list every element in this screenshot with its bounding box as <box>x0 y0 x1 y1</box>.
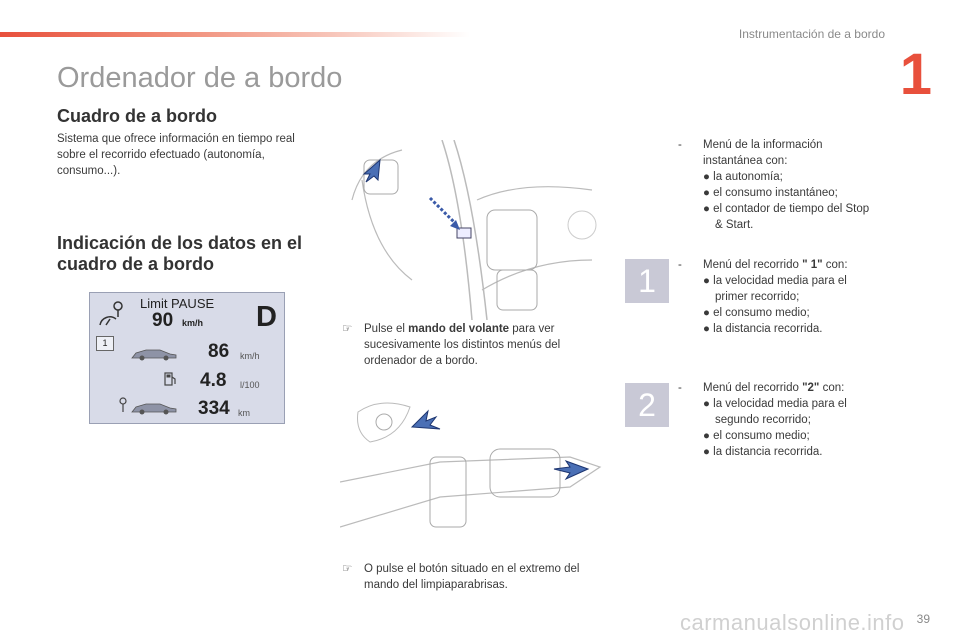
arrow-icon <box>554 461 588 479</box>
menu-trip-2: - Menú del recorrido "2" con: ● la velocidad media para el segundo recorrido; ● el consumo medio; ● la distancia recorrida. <box>678 382 847 458</box>
page-title: Ordenador de a bordo <box>57 62 343 94</box>
wiper-stalk-illustration <box>340 387 602 529</box>
instruction-wiper-button: ☞ O pulse el botón situado en el extremo del mando del limpiaparabrisas. <box>342 563 580 591</box>
distance-unit: km <box>238 408 250 418</box>
menu-trip-1: - Menú del recorrido " 1" con: ● la velocidad media para el primer recorrido; ● el consumo medio; ● la distancia recorrida. <box>678 259 848 335</box>
distance-pin-icon <box>118 397 128 413</box>
avg-consumption-value: 4.8 <box>200 370 227 391</box>
page-number: 39 <box>916 612 930 626</box>
avg-speed-value: 86 <box>208 341 230 362</box>
fuel-pump-icon <box>164 372 176 386</box>
trip-1-badge: 1 <box>625 259 669 303</box>
distance-value: 334 <box>198 398 230 419</box>
dotted-arrow-icon <box>430 198 460 230</box>
dashboard-display <box>89 292 285 424</box>
intro-text: Sistema que ofrece información en tiempo real sobre el recorrido efectuado (autonomía, consumo...). <box>57 133 295 177</box>
avg-speed-unit: km/h <box>240 351 260 361</box>
arrow-icon <box>412 411 440 429</box>
steering-wheel-illustration <box>342 140 604 320</box>
section-title-indicacion: Indicación de los datos en el cuadro de a bordo <box>57 233 303 274</box>
gear-indicator: D <box>256 301 277 333</box>
car-speed-icon <box>130 347 178 361</box>
trip-tab-indicator: 1 <box>96 336 114 351</box>
header-accent-bar <box>0 32 470 37</box>
limit-speed-value: 90 <box>152 310 174 331</box>
steering-control-term: mando del volante <box>408 323 510 335</box>
limit-speed-unit: km/h <box>182 318 204 328</box>
watermark: carmanualsonline.info <box>680 610 905 635</box>
avg-consumption-unit: l/100 <box>240 380 260 390</box>
menu-instant-info: - Menú de la información instantánea con: ● la autonomía; ● el consumo instantáneo; ● el contador de tiempo del Stop & Start. <box>678 139 870 231</box>
hand-pointer-icon: ☞ <box>342 563 353 575</box>
car-distance-icon <box>130 401 178 415</box>
section-header: Instrumentación de a bordo <box>738 27 885 41</box>
limit-status: Limit PAUSE <box>140 296 215 311</box>
instruction-steering-control: ☞ Pulse el mando del volante para ver sucesivamente los distintos menús del ordenador de a bordo. <box>342 323 561 367</box>
hand-pointer-icon: ☞ <box>342 323 353 335</box>
section-title-cuadro: Cuadro de a bordo <box>57 106 218 126</box>
trip-computer-icon <box>96 299 128 331</box>
chapter-number: 1 <box>899 42 932 107</box>
trip-2-badge: 2 <box>625 383 669 427</box>
